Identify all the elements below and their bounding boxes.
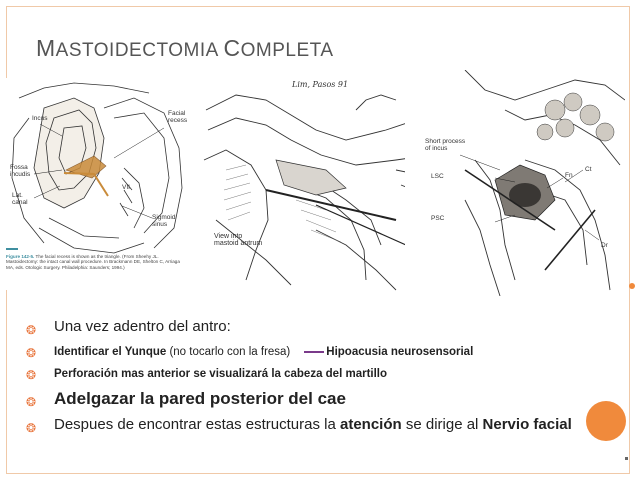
- page-marker: [625, 457, 628, 460]
- slide-title: MASTOIDECTOMIA COMPLETA: [36, 35, 334, 61]
- bullet-item: [26, 344, 606, 366]
- figure-inner-ear: [405, 70, 625, 296]
- bullet-item: [26, 416, 606, 434]
- bullet-text: se dirige al: [401, 416, 483, 433]
- label-ct: Ct: [585, 166, 592, 173]
- label-dr: Dr: [601, 242, 608, 249]
- caption-text: The facial recess is shown as the triangle. (From Sheehy JL. Mastoidectomy: the intact canal wall procedure. In Brackmann DE, Shelton C, Arriaga MA, eds. Otologic Surgery. Philadelphia: Saunders; 1994.): [6, 254, 180, 270]
- label-psc: PSC: [431, 215, 445, 222]
- label-short-process-incus: Short process of incus: [425, 138, 466, 152]
- figure-caption: [6, 254, 182, 270]
- bullet-bold-text: Adelgazar la pared posterior del cae: [54, 389, 346, 408]
- label-facial-recess: Facial recess: [168, 110, 188, 124]
- label-view-into-antrum: View into mastoid antrum: [214, 233, 263, 247]
- handwritten-signature: Lim, Pasos 91: [292, 80, 349, 89]
- label-sigmoid-sinus: Sigmoid sinus: [152, 214, 176, 228]
- figure-facial-recess: [4, 78, 192, 290]
- bullet-list: [26, 317, 606, 434]
- bullet-bold-text: Nervio facial: [482, 416, 572, 433]
- caption-figure-number: Figure 142-5.: [6, 254, 35, 259]
- label-incus: Incus: [32, 115, 48, 122]
- bullet-bold-text: Hipoacusia neurosensorial: [326, 346, 474, 358]
- inner-ear-illustration: [405, 70, 625, 296]
- bullet-marker-icon: ❂: [26, 395, 37, 409]
- bullet-bold-text: atención: [339, 416, 402, 433]
- bullet-item: [26, 388, 606, 416]
- bullet-text: (no tocarlo con la fresa): [166, 346, 291, 358]
- bullet-marker-icon: ❂: [26, 346, 37, 360]
- bullet-item: [26, 366, 606, 388]
- label-lsc: LSC: [431, 173, 444, 180]
- bullet-text: Una vez adentro del antro:: [54, 318, 231, 335]
- label-vii: VII: [122, 184, 130, 191]
- bullet-text: Despues de encontrar estas estructuras la: [54, 416, 340, 433]
- bullet-marker-icon: ❂: [26, 421, 37, 435]
- accent-dot: [629, 283, 635, 289]
- bullet-item: [26, 317, 606, 344]
- bullet-marker-icon: ❂: [26, 323, 37, 337]
- bullet-marker-icon: ❂: [26, 368, 37, 382]
- arrow-icon: [304, 351, 324, 353]
- label-fossa-incudis: Fossa incudis: [10, 164, 31, 178]
- accent-circle: [586, 401, 626, 441]
- label-lat-canal: Lat. canal: [12, 192, 28, 206]
- label-fn: Fn: [565, 172, 573, 179]
- bullet-bold-text: Perforación mas anterior se visualizará la cabeza del martillo: [54, 368, 388, 380]
- bullet-bold-text: Identificar el Yunque: [54, 346, 167, 358]
